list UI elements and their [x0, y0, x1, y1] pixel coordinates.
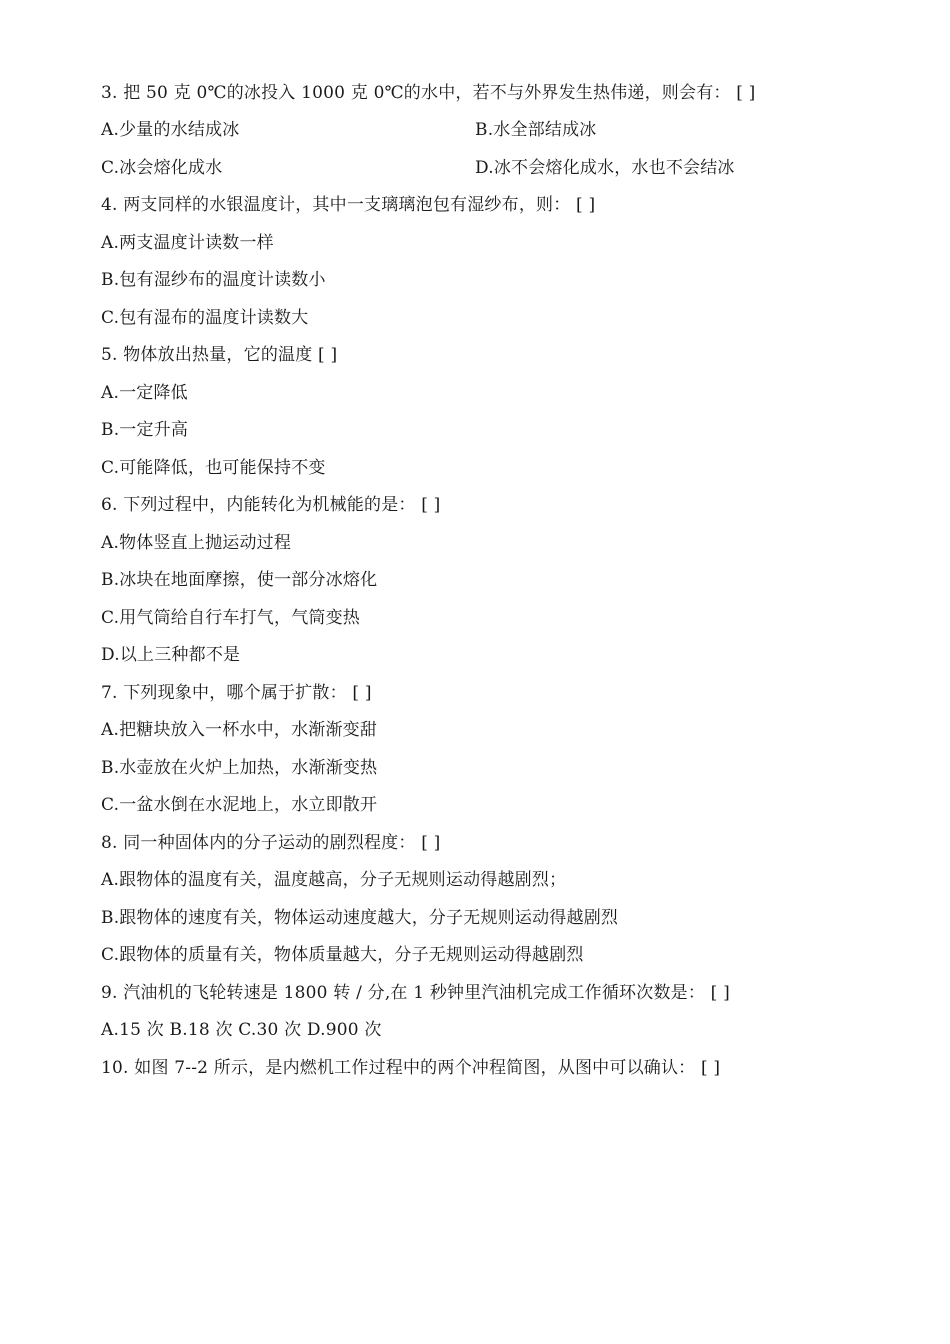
- question-4-stem: 4. 两支同样的水银温度计，其中一支璃璃泡包有湿纱布，则： [ ]: [101, 195, 596, 215]
- question-3-stem: 3. 把 50 克 0℃的冰投入 1000 克 0℃的水中，若不与外界发生热伟递，则会有： [ ]: [101, 83, 756, 103]
- question-6-option-a: A.物体竖直上抛运动过程: [101, 533, 292, 553]
- question-9-stem: 9. 汽油机的飞轮转速是 1800 转 / 分,在 1 秒钟里汽油机完成工作循环次数是： [ ]: [101, 983, 730, 1003]
- question-6-option-b: B.冰块在地面摩擦，使一部分冰熔化: [101, 570, 378, 590]
- question-8-option-b: B.跟物体的速度有关，物体运动速度越大，分子无规则运动得越剧烈: [101, 908, 619, 928]
- question-6-option-c: C.用气筒给自行车打气，气筒变热: [101, 608, 361, 628]
- question-3-option-a: A.少量的水结成冰: [101, 120, 240, 140]
- question-7-stem: 7. 下列现象中，哪个属于扩散： [ ]: [101, 683, 372, 703]
- question-3-option-b: B.水全部结成冰: [475, 120, 597, 140]
- question-8-option-c: C.跟物体的质量有关，物体质量越大，分子无规则运动得越剧烈: [101, 945, 584, 965]
- question-5-option-c: C.可能降低，也可能保持不变: [101, 458, 326, 478]
- question-5-option-b: B.一定升高: [101, 420, 189, 440]
- question-6-stem: 6. 下列过程中，内能转化为机械能的是： [ ]: [101, 495, 441, 515]
- question-9-options: A.15 次 B.18 次 C.30 次 D.900 次: [101, 1020, 382, 1040]
- question-4-option-c: C.包有湿布的温度计读数大: [101, 308, 309, 328]
- question-5-stem: 5. 物体放出热量，它的温度 [ ]: [101, 345, 338, 365]
- question-6-option-d: D.以上三种都不是: [101, 645, 241, 665]
- question-8-option-a: A.跟物体的温度有关，温度越高，分子无规则运动得越剧烈；: [101, 870, 567, 890]
- question-4-option-b: B.包有湿纱布的温度计读数小: [101, 270, 326, 290]
- question-4-option-a: A.两支温度计读数一样: [101, 233, 274, 253]
- question-7-option-b: B.水壶放在火炉上加热，水渐渐变热: [101, 758, 378, 778]
- question-8-stem: 8. 同一种固体内的分子运动的剧烈程度： [ ]: [101, 833, 441, 853]
- question-3-option-c: C.冰会熔化成水: [101, 158, 223, 178]
- question-10-stem: 10. 如图 7--2 所示，是内燃机工作过程中的两个冲程简图，从图中可以确认： [ ]: [101, 1058, 721, 1078]
- question-7-option-c: C.一盆水倒在水泥地上，水立即散开: [101, 795, 378, 815]
- question-7-option-a: A.把糖块放入一杯水中，水渐渐变甜: [101, 720, 378, 740]
- question-3-option-d: D.冰不会熔化成水，水也不会结冰: [475, 158, 735, 178]
- question-5-option-a: A.一定降低: [101, 383, 188, 403]
